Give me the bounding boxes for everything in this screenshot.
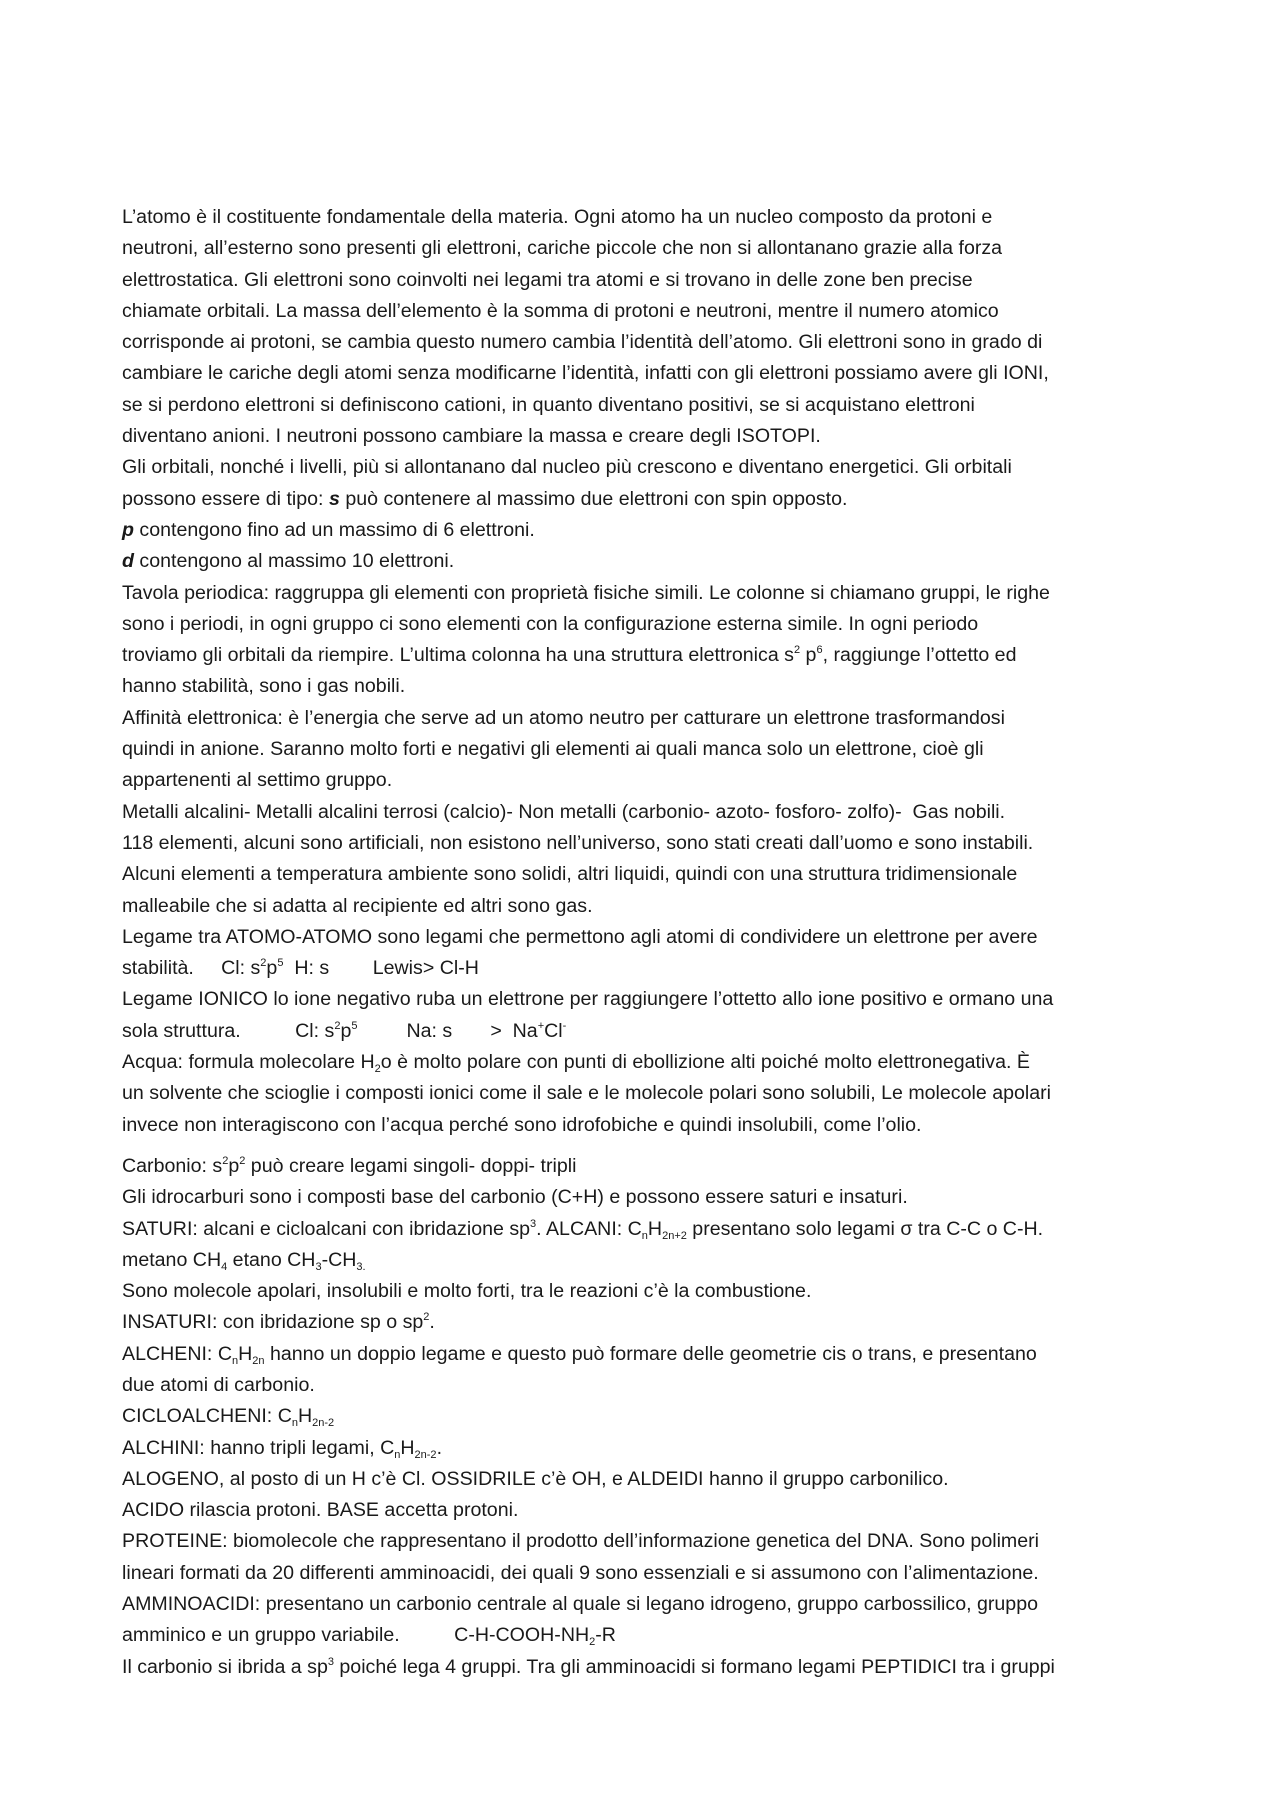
text-run: quindi in anione. Saranno molto forti e negativi gli elementi ai quali manca solo un elettrone, cioè gli: [122, 738, 984, 761]
text-line: [122, 734, 1172, 765]
superscript: 2: [222, 1154, 229, 1167]
text-run: -CH: [321, 1248, 357, 1271]
subscript: n: [641, 1229, 648, 1242]
paragraph-gap: [122, 1141, 1172, 1151]
text-run: chiamate orbitali. La massa dell’elemento è la somma di protoni e neutroni, mentre il numero atomico: [122, 299, 999, 322]
text-run: PROTEINE: biomolecole che rappresentano il prodotto dell’informazione genetica del DNA. Sono polimeri: [122, 1530, 1040, 1553]
text-run: elettrostatica. Gli elettroni sono coinvolti nei legami tra atomi e si trovano in delle zone ben precise: [122, 268, 973, 291]
text-line: [122, 922, 1172, 953]
superscript: 3: [327, 1655, 334, 1668]
text-line: [122, 233, 1172, 264]
subscript: n: [231, 1354, 239, 1367]
superscript: 2: [423, 1311, 430, 1324]
text-line: [122, 797, 1172, 828]
text-run: invece non interagiscono con l’acqua perché sono idrofobiche e quindi insolubili, come l’olio.: [122, 1113, 922, 1136]
text-run: ACIDO rilascia protoni. BASE accetta protoni.: [122, 1499, 519, 1522]
text-line: [122, 1464, 1172, 1495]
text-line: [122, 609, 1172, 640]
superscript: 3: [530, 1217, 537, 1230]
subscript: n: [291, 1417, 298, 1430]
text-line: [122, 1558, 1172, 1589]
text-run: diventano anioni. I neutroni possono cambiare la massa e creare degli ISOTOPI.: [122, 425, 821, 448]
text-run: Metalli alcalini- Metalli alcalini terrosi (calcio)- Non metalli (carbonio- azoto- fosforo- zolfo)- Gas nobili.: [122, 800, 1006, 823]
text-line: [122, 1652, 1172, 1683]
text-run: contengono fino ad un massimo di 6 elettroni.: [139, 518, 535, 541]
text-line: [122, 1526, 1172, 1557]
text-line: [122, 1495, 1172, 1526]
orbital-d-label: d: [122, 550, 134, 573]
superscript: 2: [239, 1154, 246, 1167]
text-line: [122, 1370, 1172, 1401]
text-run: AMMINOACIDI: presentano un carbonio centrale al quale si legano idrogeno, gruppo carbossilico, gruppo: [122, 1593, 1038, 1616]
text-line: [122, 484, 1172, 515]
text-run: se si perdono elettroni si definiscono cationi, in quanto diventano positivi, se si acquistano elettroni: [122, 393, 975, 416]
text-run: Gli orbitali, nonché i livelli, più si allontanano dal nucleo più crescono e diventano energetici. Gli orbitali: [122, 456, 1012, 479]
text-run: malleabile che si adatta al recipiente ed altri sono gas.: [122, 894, 593, 917]
text-run: SATURI: alcani e cicloalcani con ibridazione sp: [122, 1217, 531, 1240]
text-line: [122, 390, 1172, 421]
text-run: etano CH: [227, 1248, 316, 1271]
superscript: 2: [260, 957, 267, 970]
superscript: 2: [334, 1019, 341, 1032]
text-run: stabilità. Cl: s: [122, 957, 261, 980]
text-line: [122, 640, 1172, 671]
text-run: H: [297, 1405, 313, 1428]
text-run: poiché lega 4 gruppi. Tra gli amminoacidi si formano legami PEPTIDICI tra i gruppi: [333, 1655, 1055, 1678]
text-run: ALCHINI: hanno tripli legami, C: [122, 1436, 395, 1459]
text-run: può contenere al massimo due elettroni con spin opposto.: [345, 487, 848, 510]
text-run: possono essere di tipo:: [122, 487, 324, 510]
text-run: presentano solo legami σ tra C-C o C-H.: [686, 1217, 1044, 1240]
subscript: 2n+2: [662, 1229, 687, 1242]
text-line: [122, 202, 1172, 233]
superscript: +: [537, 1019, 545, 1032]
text-run: H: s Lewis> Cl-H: [283, 957, 479, 980]
text-run: appartenenti al settimo gruppo.: [122, 769, 393, 792]
text-run: .: [436, 1436, 443, 1459]
text-run: Il carbonio si ibrida a sp: [122, 1655, 328, 1678]
text-line: [122, 1214, 1172, 1245]
text-run: p: [228, 1154, 240, 1177]
text-run: Sono molecole apolari, insolubili e molto forti, tra le reazioni c’è la combustione.: [122, 1280, 812, 1303]
subscript: 2n-2: [414, 1448, 437, 1461]
subscript: 2: [589, 1636, 596, 1649]
document-body: [122, 202, 1172, 1683]
subscript: n: [394, 1448, 401, 1461]
text-run: p: [805, 644, 817, 667]
text-run: un solvente che scioglie i composti ionici come il sale e le molecole polari sono solubili, Le molecole apolari: [122, 1082, 1052, 1105]
text-run: o è molto polare con punti di ebollizione alti poiché molto elettronegativa. È: [380, 1051, 1030, 1074]
text-run: INSATURI: con ibridazione sp o sp: [122, 1311, 424, 1334]
text-run: Acqua: formula molecolare H: [122, 1051, 375, 1074]
text-line: [122, 1620, 1172, 1651]
text-run: contengono al massimo 10 elettroni.: [139, 550, 455, 573]
text-line: [122, 265, 1172, 296]
text-run: Carbonio: s: [122, 1154, 223, 1177]
text-run: H: [400, 1436, 415, 1459]
orbital-s-label: s: [328, 487, 340, 510]
text-line: [122, 1433, 1172, 1464]
text-line: [122, 1182, 1172, 1213]
text-run: Cl: [544, 1019, 563, 1042]
text-line: [122, 703, 1172, 734]
text-run: troviamo gli orbitali da riempire. L’ultima colonna ha una struttura elettronica s: [122, 644, 794, 667]
text-line: [122, 1151, 1172, 1182]
orbital-p-label: p: [122, 518, 134, 541]
text-line: [122, 515, 1172, 546]
text-run: ALCHENI: C: [122, 1342, 232, 1365]
subscript: 2n: [252, 1354, 265, 1367]
text-run: p: [266, 957, 278, 980]
text-line: [122, 1401, 1172, 1432]
text-line: [122, 1589, 1172, 1620]
text-run: L’atomo è il costituente fondamentale della materia. Ogni atomo ha un nucleo composto da protoni e: [122, 206, 993, 228]
text-run: metano CH: [122, 1248, 222, 1271]
text-line: [122, 358, 1172, 389]
text-run: amminico e un gruppo variabile. C-H-COOH-NH: [122, 1624, 590, 1647]
text-run: CICLOALCHENI: C: [122, 1405, 292, 1428]
text-run: Na: s > Na: [357, 1019, 538, 1042]
text-run: Gli idrocarburi sono i composti base del carbonio (C+H) e possono essere saturi e insaturi.: [122, 1186, 908, 1209]
text-run: Legame IONICO lo ione negativo ruba un elettrone per raggiungere l’ottetto allo ione positivo e ormano una: [122, 988, 1054, 1011]
superscript: -: [562, 1019, 567, 1032]
text-run: corrisponde ai protoni, se cambia questo numero cambia l’identità dell’atomo. Gli elettroni sono in grado di: [122, 331, 1043, 354]
text-run: Legame tra ATOMO-ATOMO sono legami che permettono agli atomi di condividere un elettrone per avere: [122, 925, 1038, 948]
text-run: sola struttura. Cl: s: [122, 1019, 335, 1042]
text-line: [122, 671, 1172, 702]
text-line: [122, 984, 1172, 1015]
text-run: 118 elementi, alcuni sono artificiali, non esistono nell’universo, sono stati creati dall’uomo e sono instabili.: [122, 831, 1034, 854]
superscript: 6: [816, 644, 823, 657]
text-run: p: [340, 1019, 352, 1042]
text-line: [122, 452, 1172, 483]
text-run: sono i periodi, in ogni gruppo ci sono elementi con la configurazione esterna simile. In ogni periodo: [122, 612, 979, 635]
text-line: [122, 1307, 1172, 1338]
text-line: [122, 953, 1172, 984]
text-run: ALOGENO, al posto di un H c’è Cl. OSSIDRILE c’è OH, e ALDEIDI hanno il gruppo carbonilico.: [122, 1467, 949, 1490]
text-run: hanno stabilità, sono i gas nobili.: [122, 675, 406, 698]
text-run: due atomi di carbonio.: [122, 1373, 315, 1396]
text-run: .: [429, 1311, 435, 1334]
text-line: [122, 296, 1172, 327]
text-line: [122, 1078, 1172, 1109]
text-run: . ALCANI: C: [536, 1217, 642, 1240]
subscript: 4: [221, 1260, 228, 1273]
text-run: può creare legami singoli- doppi- tripli: [245, 1154, 577, 1177]
text-line: [122, 859, 1172, 890]
text-run: Affinità elettronica: è l’energia che serve ad un atomo neutro per catturare un elettrone trasformandosi: [122, 706, 1005, 729]
text-line: [122, 1245, 1172, 1276]
subscript: 2: [374, 1063, 381, 1076]
superscript: 5: [351, 1019, 358, 1032]
text-run: cambiare le cariche degli atomi senza modificarne l’identità, infatti con gli elettroni possiamo avere gli IONI,: [122, 362, 1049, 385]
text-run: Tavola periodica: raggruppa gli elementi con proprietà fisiche simili. Le colonne si chiamano gruppi, le righe: [122, 581, 1050, 604]
text-run: H: [238, 1342, 253, 1365]
text-line: [122, 1339, 1172, 1370]
text-line: [122, 421, 1172, 452]
text-line: [122, 1016, 1172, 1047]
text-run: lineari formati da 20 differenti amminoacidi, dei quali 9 sono essenziali e si assumono con l’alimentazione.: [122, 1561, 1039, 1584]
text-line: [122, 546, 1172, 577]
text-run: , raggiunge l’ottetto ed: [822, 644, 1017, 667]
text-line: [122, 1047, 1172, 1078]
text-run: neutroni, all’esterno sono presenti gli elettroni, cariche piccole che non si allontanano grazie alla forza: [122, 237, 1003, 260]
superscript: 5: [277, 957, 284, 970]
subscript: 3: [315, 1260, 322, 1273]
text-line: [122, 1110, 1172, 1141]
text-line: [122, 1276, 1172, 1307]
text-run: -R: [595, 1624, 616, 1647]
text-line: [122, 828, 1172, 859]
subscript: 2n-2: [312, 1417, 335, 1430]
text-line: [122, 327, 1172, 358]
subscript: 3.: [356, 1260, 366, 1273]
text-run: Alcuni elementi a temperatura ambiente sono solidi, altri liquidi, quindi con una struttura tridimensionale: [122, 863, 1018, 886]
text-run: hanno un doppio legame e questo può formare delle geometrie cis o trans, e presentano: [264, 1342, 1037, 1365]
text-line: [122, 578, 1172, 609]
text-run: H: [647, 1217, 663, 1240]
text-line: [122, 891, 1172, 922]
superscript: 2: [793, 644, 801, 657]
text-line: [122, 765, 1172, 796]
